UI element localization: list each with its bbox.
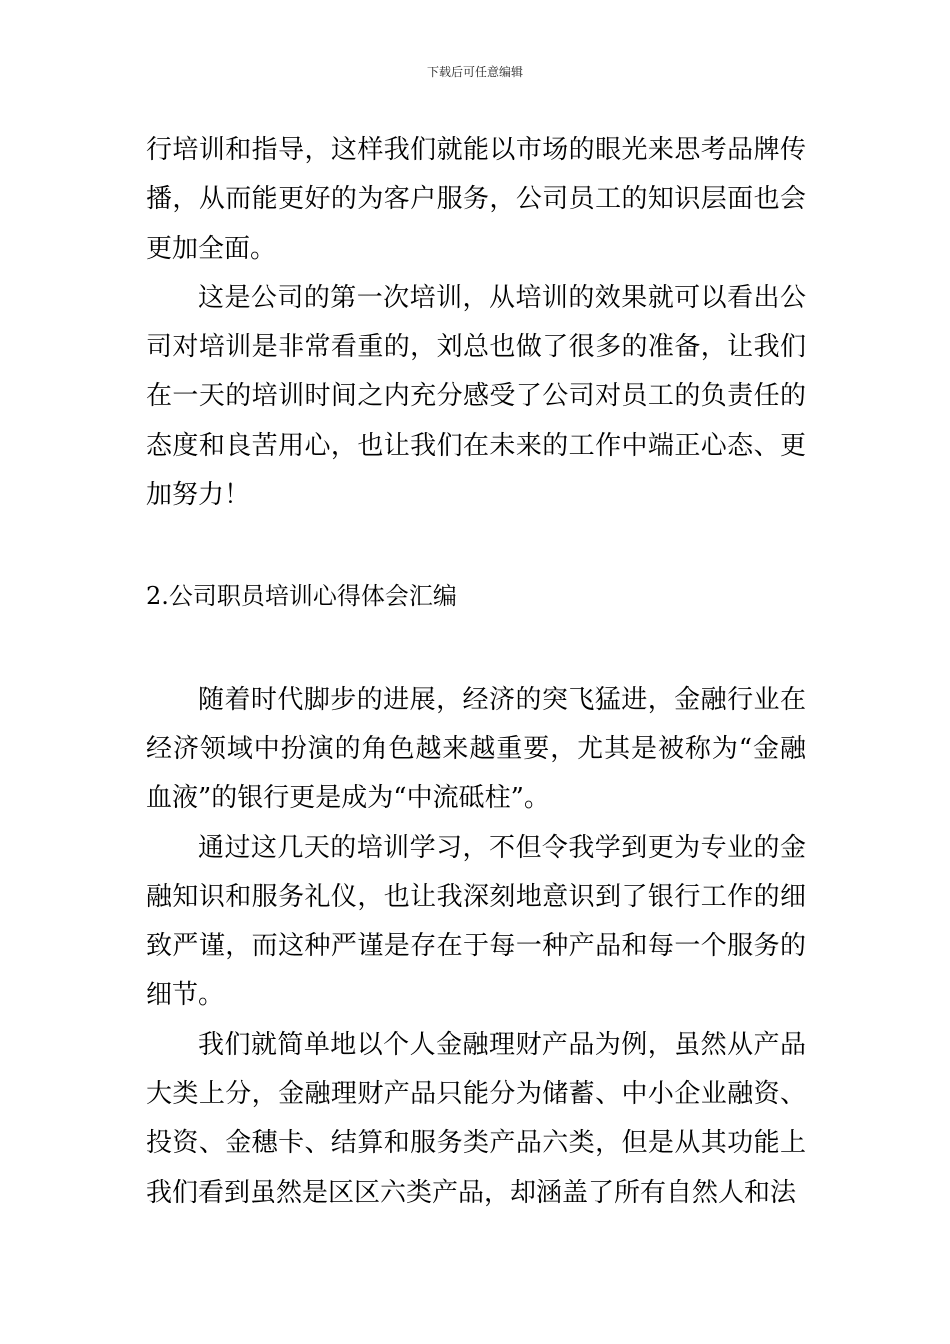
paragraph-continued: 行培训和指导，这样我们就能以市场的眼光来思考品牌传播，从而能更好的为客户服务，公司员工的知识层面也会更加全面。 [146,135,806,264]
paragraph: 这是公司的第一次培训，从培训的效果就可以看出公司对培训是非常看重的，刘总也做了很多的准备，让我们在一天的培训时间之内充分感受了公司对员工的负责任的态度和良苦用心，也让我们在未来的工作中端正心态、更加努力！ [146,282,806,511]
page-header: 下载后可任意编辑 [426,65,523,79]
paragraph: 随着时代脚步的进展，经济的突飞猛进，金融行业在经济领域中扮演的角色越来越重要，尤其是被称为“金融血液”的银行更是成为“中流砥柱”。 [146,684,806,814]
section-heading: 2.公司职员培训心得体会汇编 [146,582,457,611]
paragraph: 我们就简单地以个人金融理财产品为例，虽然从产品大类上分，金融理财产品只能分为储蓄、中小企业融资、投资、金穗卡、结算和服务类产品六类，但是从其功能上我们看到虽然是区区六类产品，却涵盖了所有自然人和法 [146,1029,806,1208]
document-body [146,126,806,1218]
paragraph: 通过这几天的培训学习，不但令我学到更为专业的金融知识和服务礼仪，也让我深刻地意识到了银行工作的细致严谨，而这种严谨是存在于每一种产品和每一个服务的细节。 [146,832,806,1011]
